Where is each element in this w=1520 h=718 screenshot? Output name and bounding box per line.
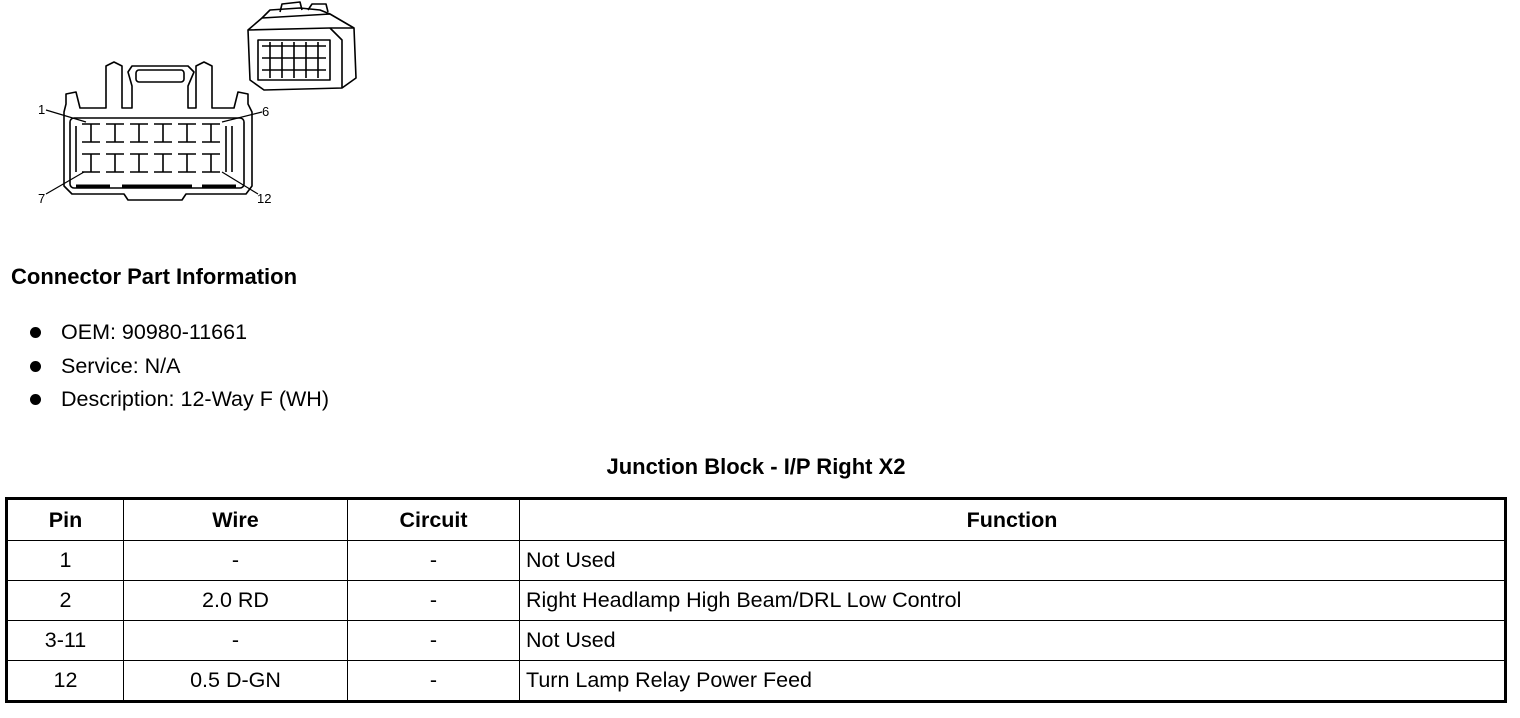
part-info-description-text: Description: 12-Way F (WH) <box>61 387 329 411</box>
table-header-row <box>7 499 1506 541</box>
cell-wire: 0.5 D-GN <box>124 661 348 702</box>
cell-function: Not Used <box>520 621 1506 661</box>
cell-pin: 12 <box>7 661 124 702</box>
table-title: Junction Block - I/P Right X2 <box>606 454 906 479</box>
cell-pin: 1 <box>7 541 124 581</box>
header-wire: Wire <box>124 499 348 541</box>
cell-wire: 2.0 RD <box>124 581 348 621</box>
part-info-description <box>28 385 329 419</box>
pin-label-6: 6 <box>262 104 270 119</box>
cell-circuit: - <box>348 621 520 661</box>
header-pin: Pin <box>7 499 124 541</box>
connector-part-information-heading: Connector Part Information <box>11 264 298 289</box>
cell-function: Turn Lamp Relay Power Feed <box>520 661 1506 702</box>
table-row <box>7 661 1506 702</box>
pin-label-12: 12 <box>257 191 272 206</box>
table-row <box>7 581 1506 621</box>
cell-circuit: - <box>348 541 520 581</box>
bullet-icon <box>30 394 41 405</box>
pin-label-7: 7 <box>38 191 46 206</box>
cell-pin: 3-11 <box>7 621 124 661</box>
pin-label-1: 1 <box>38 102 46 117</box>
table-row <box>7 541 1506 581</box>
pin-table <box>5 497 1507 703</box>
cell-function: Right Headlamp High Beam/DRL Low Control <box>520 581 1506 621</box>
cell-wire: - <box>124 621 348 661</box>
connector-face <box>64 62 252 200</box>
header-function: Function <box>520 499 1506 541</box>
header-circuit: Circuit <box>348 499 520 541</box>
part-info-oem <box>28 318 329 352</box>
part-info-list <box>28 318 329 419</box>
bullet-icon <box>30 361 41 372</box>
cell-function: Not Used <box>520 541 1506 581</box>
bullet-icon <box>30 327 41 338</box>
cell-pin: 2 <box>7 581 124 621</box>
table-row <box>7 621 1506 661</box>
cell-wire: - <box>124 541 348 581</box>
connector-face-diagram <box>0 0 380 220</box>
part-info-service <box>28 352 329 386</box>
part-info-oem-text: OEM: 90980-11661 <box>61 320 248 344</box>
connector-isometric-view <box>248 2 356 90</box>
cell-circuit: - <box>348 581 520 621</box>
part-info-service-text: Service: N/A <box>61 353 181 378</box>
cell-circuit: - <box>348 661 520 702</box>
